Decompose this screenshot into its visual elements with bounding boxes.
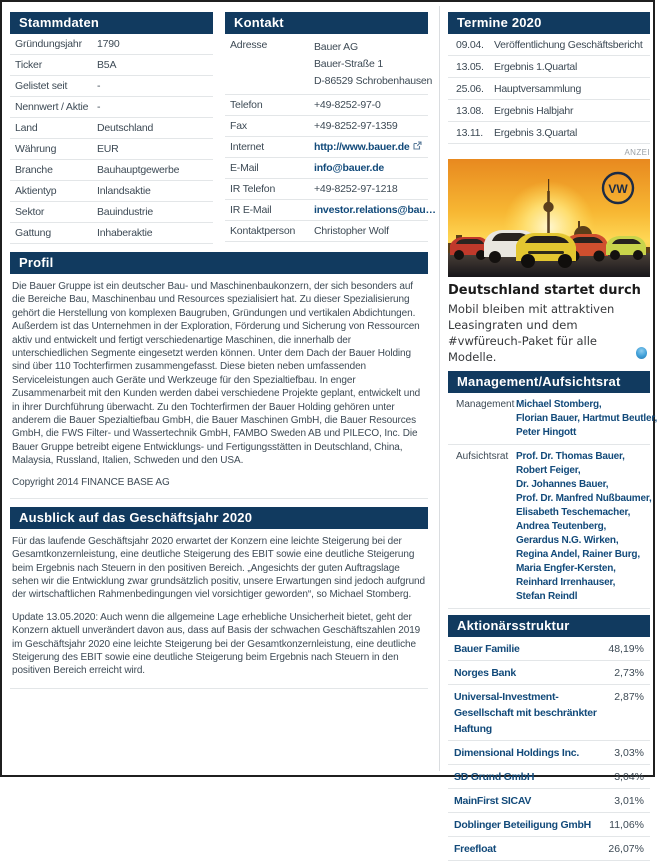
row-label: Gründungsjahr — [15, 38, 82, 50]
row-label: Währung — [15, 143, 57, 155]
aufsichtsrat-row — [448, 445, 650, 609]
ir-email-link[interactable]: investor.relations@bau… — [314, 204, 436, 216]
management-table — [448, 371, 657, 609]
shareholder-link[interactable]: MainFirst SICAV — [454, 795, 532, 807]
termin-row — [448, 122, 650, 144]
contact-person-value: Christopher Wolf — [314, 225, 389, 237]
termin-row — [448, 34, 650, 56]
row-label: Aktientyp — [15, 185, 57, 197]
termin-event: Ergebnis 1.Quartal — [494, 60, 578, 73]
ausblick-header: Ausblick auf das Geschäftsjahr 2020 — [10, 507, 428, 529]
person-link[interactable]: Andrea Teutenberg, — [516, 521, 607, 532]
table-row — [10, 118, 213, 139]
profil-header: Profil — [10, 252, 428, 274]
shareholder-link[interactable]: SD Grund GmbH — [454, 771, 535, 783]
shareholder-link[interactable]: Freefloat — [454, 843, 497, 855]
person-link[interactable]: Regina Andel, Rainer Burg, — [516, 549, 640, 560]
row-value: EUR — [97, 143, 119, 155]
table-row — [10, 34, 213, 55]
shareholder-link[interactable]: Doblinger Beteiligung GmbH — [454, 819, 591, 831]
shareholder-pct: 11,06% — [609, 819, 644, 831]
row-label: Aufsichtsrat — [456, 451, 509, 462]
column-divider — [439, 6, 440, 771]
row-label: Branche — [15, 164, 53, 176]
termin-event: Ergebnis 3.Quartal — [494, 126, 578, 139]
termin-event: Ergebnis Halbjahr — [494, 104, 574, 117]
person-link[interactable]: Gerardus N.G. Wirken, — [516, 535, 619, 546]
profil-section — [10, 252, 428, 499]
row-label: Gattung — [15, 227, 51, 239]
vw-ad-image[interactable] — [448, 159, 650, 277]
row-label: Nennwert / Aktie — [15, 101, 89, 113]
kontakt-header: Kontakt — [225, 12, 428, 34]
vw-advertisement[interactable] — [448, 159, 650, 365]
row-label: Sektor — [15, 206, 45, 218]
table-row — [10, 181, 213, 202]
shareholder-row — [448, 765, 650, 789]
table-row — [10, 76, 213, 97]
row-label: E-Mail — [230, 162, 259, 174]
row-value: Inhaberaktie — [97, 227, 153, 239]
shareholder-row — [448, 637, 650, 661]
row-label: IR E-Mail — [230, 204, 272, 216]
person-link[interactable]: Elisabeth Teschemacher, — [516, 507, 631, 518]
person-link[interactable]: Reinhard Irrenhauser, — [516, 577, 616, 588]
ad-marker-label: ANZEI — [624, 148, 650, 157]
shareholder-pct: 3,03% — [614, 747, 644, 759]
row-value: Inlandsaktie — [97, 185, 151, 197]
termin-date: 13.08. — [456, 104, 484, 117]
row-label: Adresse — [230, 39, 268, 51]
aufsichtsrat-names — [516, 450, 652, 604]
shareholder-link[interactable]: Dimensional Holdings Inc. — [454, 747, 580, 759]
person-link[interactable]: Florian Bauer, Hartmut Beutler, — [516, 413, 657, 424]
management-header: Management/Aufsichtsrat — [448, 371, 650, 393]
sidebar — [448, 12, 657, 861]
termin-date: 13.05. — [456, 60, 484, 73]
aktionaersstruktur-header: Aktionärsstruktur — [448, 615, 650, 637]
stammdaten-table — [10, 12, 213, 244]
shareholder-row — [448, 813, 650, 837]
row-label: IR Telefon — [230, 183, 276, 195]
termin-date: 25.06. — [456, 82, 484, 95]
row-label: Management — [456, 399, 515, 410]
person-link[interactable]: Robert Feiger, — [516, 465, 581, 476]
management-names — [516, 398, 657, 440]
person-link[interactable]: Prof. Dr. Manfred Nußbaumer, — [516, 493, 652, 504]
ad-body-text[interactable]: Mobil bleiben mit attraktiven Leasingraten und dem #vwfüreuch-Paket für alle Modelle. — [448, 302, 615, 364]
shareholder-row — [448, 661, 650, 685]
shareholder-pct: 3,04% — [614, 771, 644, 783]
address-line: Bauer-Straße 1 — [314, 58, 383, 70]
shareholder-pct: 2,73% — [614, 667, 644, 679]
phone-value: +49-8252-97-0 — [314, 99, 381, 111]
table-row — [10, 223, 213, 244]
row-label: Telefon — [230, 99, 263, 111]
shareholder-link[interactable]: Norges Bank — [454, 667, 517, 679]
table-row — [225, 179, 428, 200]
ir-phone-value: +49-8252-97-1218 — [314, 183, 398, 195]
shareholder-link[interactable]: Universal-Investment-Gesellschaft mit beschränkter Haftung — [454, 691, 597, 735]
ausblick-section — [10, 507, 428, 689]
shareholder-pct: 26,07% — [608, 843, 644, 855]
row-label: Kontaktperson — [230, 225, 296, 237]
address-lines — [314, 39, 432, 90]
termine-header: Termine 2020 — [448, 12, 650, 34]
ad-feedback-icon[interactable] — [636, 347, 647, 359]
shareholder-pct: 3,01% — [614, 795, 644, 807]
termin-date: 09.04. — [456, 38, 484, 51]
termin-event: Veröffentlichung Geschäftsbericht — [494, 38, 643, 51]
table-row — [225, 158, 428, 179]
shareholder-pct: 48,19% — [608, 643, 644, 655]
row-value: - — [97, 101, 101, 113]
stammdaten-header: Stammdaten — [10, 12, 213, 34]
row-label: Internet — [230, 141, 265, 153]
person-link[interactable]: Maria Engfer-Kersten, — [516, 563, 616, 574]
website-link[interactable]: http://www.bauer.de — [314, 141, 410, 153]
email-link[interactable]: info@bauer.de — [314, 162, 385, 174]
termin-row — [448, 78, 650, 100]
row-label: Ticker — [15, 59, 42, 71]
termin-event: Hauptversammlung — [494, 82, 582, 95]
main-content — [10, 12, 436, 689]
address-row — [225, 34, 433, 95]
shareholder-row — [448, 685, 650, 741]
shareholder-row — [448, 789, 650, 813]
address-line: D-86529 Schrobenhausen — [314, 75, 433, 87]
aktionaersstruktur-table — [448, 615, 650, 861]
termin-date: 13.11. — [456, 126, 483, 139]
table-row — [10, 139, 213, 160]
shareholder-pct: 2,87% — [614, 691, 644, 703]
profil-text: Die Bauer Gruppe ist ein deutscher Bau- und Maschinenbaukonzern, der sich besonders auf die Bereiche Bau, Maschinenbau und Resources spezialisiert hat. Zu dieser Spezialisierung gehört die Herstellung von komplexen Baugruben, Gründungen und vertikalen Abdichtungen. Außerdem ist das Unternehmen in der Exploration, Förderung und Sicherung von Ressourcen aktiv und entwickelt und fertigt verschiedenartige Maschinen, die innerhalb der unterschiedlichen Segmente eingesetzt werden können. Unter dem Dach der Bauer Holding sind über 110 Tochterfirmen zusammengefasst. Diese bieten neben umfassenden Serviceleistungen auch Geräte und Werkzeuge für den Spezialtiefbau. In enger Zusammenarbeit mit den Kunden werden dabei verschiedene Projekte geplant, entwickelt und in ihrer Durchführung überwacht. Zu den Tochterfirmen der Bauer Holding gehören unter anderem die Bauer Spezialtiefbau GmbH, die Bauer Maschinen GmbH, die Bauer Resources GmbH, die FWS Filter- und Wassertechnik GmbH, FAMBO Sweden AB und PILECO, Inc. Die Bauer Gruppe betreibt eigene Entwicklungs- und Fertigungsstätten in Deutschland, China, Malaysia, Russland, Italien, Schweden und den USA. — [12, 281, 421, 467]
table-row — [225, 95, 428, 116]
person-link[interactable]: Michael Stomberg, — [516, 399, 602, 410]
row-value: Bauhauptgewerbe — [97, 164, 180, 176]
table-row — [10, 55, 213, 76]
row-value: Bauindustrie — [97, 206, 153, 218]
person-link[interactable]: Stefan Reindl — [516, 591, 578, 602]
termine-table — [448, 12, 650, 144]
svg-text:VW: VW — [608, 182, 628, 196]
row-value: 1790 — [97, 38, 120, 50]
address-line: Bauer AG — [314, 41, 358, 53]
fax-value: +49-8252-97-1359 — [314, 120, 398, 132]
ausblick-paragraph-2: Update 13.05.2020: Auch wenn die allgemeine Lage erhebliche Unsicherheit bietet, geht der Konzern aktuell unverändert davon aus, dass auf Basis der schwachen Geschäftszahlen 2019 im Geschäftsjahr 2020 eine leichte Steigerung bei der Gesamtkonzernleistung, eine deutliche Steigerung des EBIT sowie eine deutliche Steigerung beim Ergebnis nach Steuern in den positiven Bereich erreicht wird. — [12, 611, 421, 677]
row-label: Land — [15, 122, 38, 134]
table-row — [10, 97, 213, 118]
shareholder-row — [448, 837, 650, 861]
person-link[interactable]: Dr. Johannes Bauer, — [516, 479, 609, 490]
row-label: Gelistet seit — [15, 80, 68, 92]
person-link[interactable]: Peter Hingott — [516, 427, 577, 438]
table-row — [225, 200, 436, 221]
table-row — [225, 221, 428, 242]
table-row — [10, 160, 213, 181]
copyright-line: Copyright 2014 FINANCE BASE AG — [12, 476, 170, 488]
row-value: B5A — [97, 59, 117, 71]
row-label: Fax — [230, 120, 247, 132]
termin-row — [448, 56, 650, 78]
ad-headline[interactable]: Deutschland startet durch — [448, 283, 641, 298]
kontakt-table — [225, 12, 436, 244]
top-tables-row — [10, 12, 436, 244]
row-value: - — [97, 80, 101, 92]
row-value: Deutschland — [97, 122, 154, 134]
shareholder-link[interactable]: Bauer Familie — [454, 643, 520, 655]
ausblick-paragraph-1: Für das laufende Geschäftsjahr 2020 erwartet der Konzern eine leichte Steigerung bei der Gesamtkonzernleistung, eine deutliche Steigerung des EBIT sowie eine deutliche Steigerung beim Ergebnis nach Steuern in den positiven Bereich. „Angesichts der guten Auftragslage sehen wir die Entwicklung zwar grundsätzlich positiv, unsere Erwartungen sind jedoch aufgrund der wirtschaftlichen Rahmenbedingungen viel vorsichtiger geworden“, so Michael Stomberg. — [12, 535, 425, 601]
table-row — [225, 137, 428, 158]
external-link-icon — [413, 141, 422, 153]
person-link[interactable]: Prof. Dr. Thomas Bauer, — [516, 451, 625, 462]
termin-row — [448, 100, 650, 122]
management-row — [448, 393, 657, 445]
table-row — [10, 202, 213, 223]
shareholder-row — [448, 741, 650, 765]
table-row — [225, 116, 428, 137]
